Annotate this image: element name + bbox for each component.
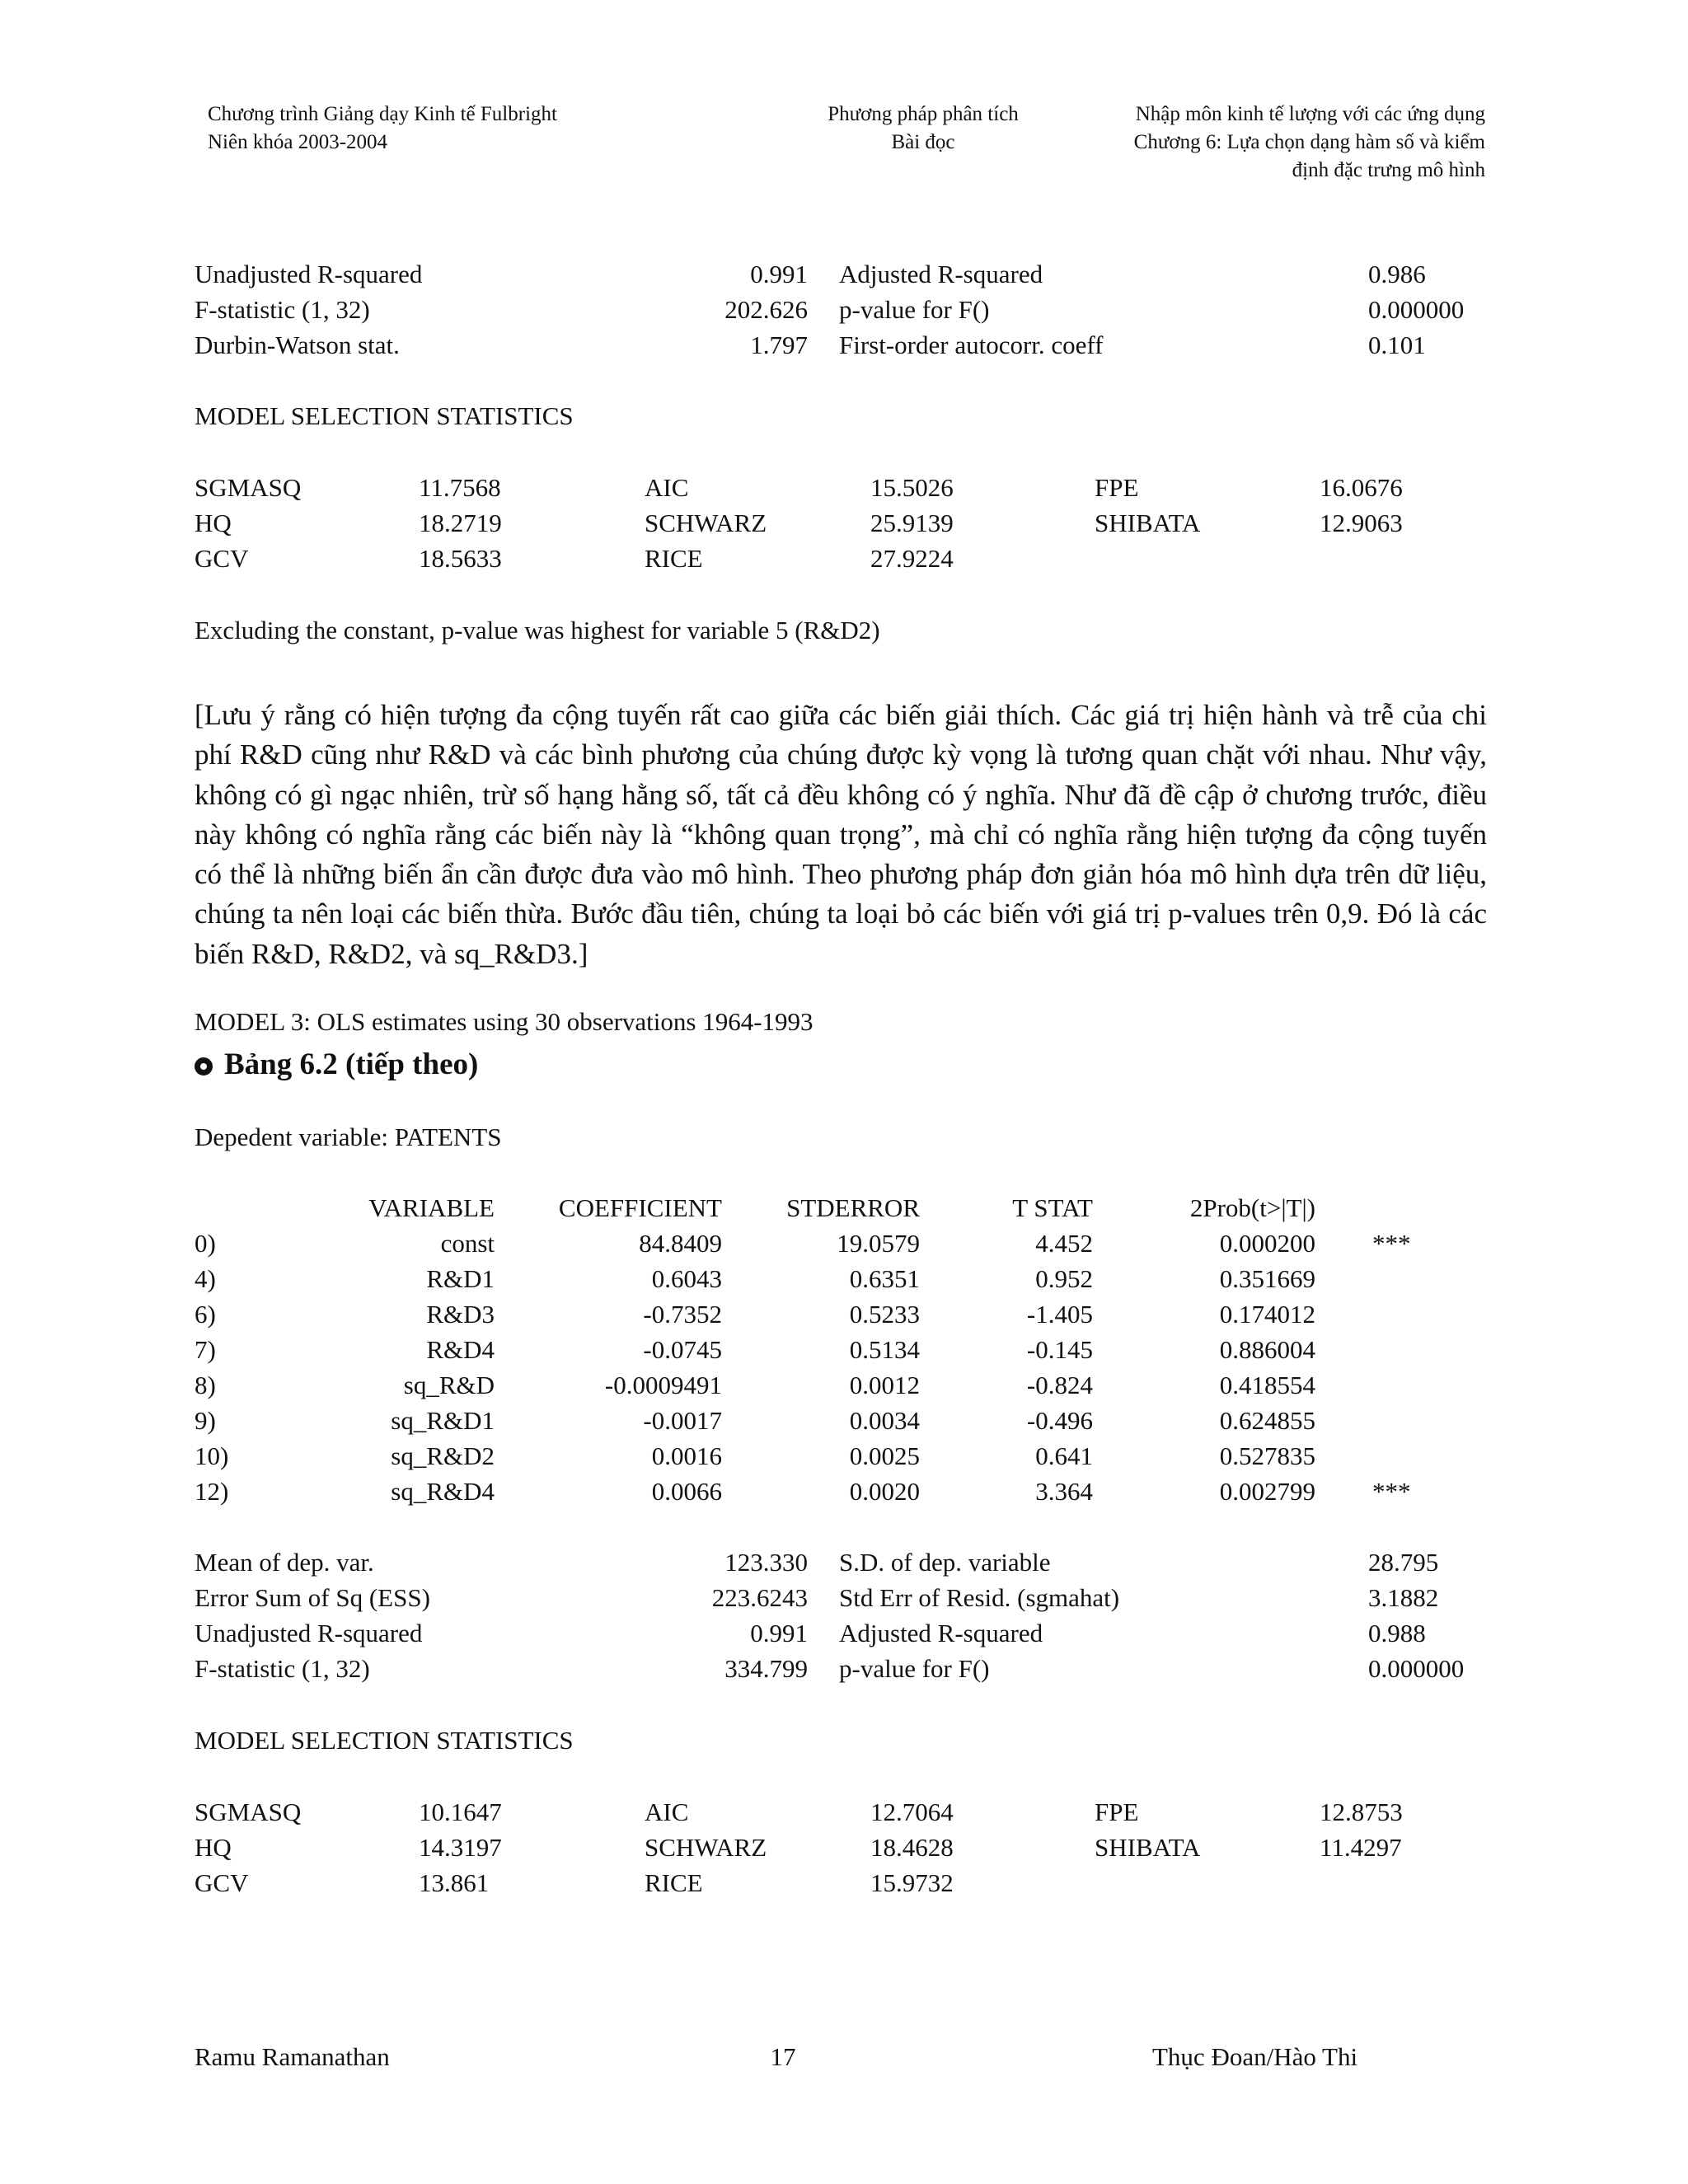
row-index: 8) [195,1371,216,1399]
row-stderror: 0.0034 [849,1406,920,1435]
row-variable: R&D1 [426,1264,495,1293]
row-tstat: -1.405 [1026,1300,1093,1329]
stat-label: p-value for F() [839,295,990,324]
stat-value: 27.9224 [870,544,954,573]
stat-label: Durbin-Watson stat. [195,330,400,359]
stat-value: 10.1647 [419,1797,502,1826]
header-chapter-cont: định đặc trưng mô hình [1292,159,1485,181]
row-coefficient: -0.0745 [643,1335,722,1364]
stat-value: 3.1882 [1368,1583,1439,1612]
row-variable: R&D4 [426,1335,495,1364]
stat-value: 25.9139 [870,509,954,537]
stat-label: Adjusted R-squared [839,260,1043,288]
footer-translators: Thục Đoan/Hào Thi [1152,2042,1358,2071]
row-tstat: 0.952 [1035,1264,1093,1293]
stat-name: GCV [195,1868,249,1897]
stat-label: F-statistic (1, 32) [195,1654,370,1683]
row-stderror: 0.0025 [849,1441,920,1470]
stat-label: Unadjusted R-squared [195,260,423,288]
stat-name: SHIBATA [1095,509,1201,537]
column-header: STDERROR [786,1193,920,1222]
row-variable: sq_R&D [403,1371,495,1399]
stat-label: First-order autocorr. coeff [839,330,1104,359]
stat-value: 0.000000 [1368,295,1465,324]
row-stderror: 0.5233 [849,1300,920,1329]
header-course: Phương pháp phân tích [828,103,1019,125]
stat-value: 0.986 [1368,260,1426,288]
model3-title: MODEL 3: OLS estimates using 30 observations 1964-1993 [195,1007,814,1036]
row-coefficient: 0.0066 [651,1477,722,1506]
stat-name: RICE [645,544,703,573]
row-stderror: 0.6351 [849,1264,920,1293]
stat-value: 0.101 [1368,330,1426,359]
stat-value: 14.3197 [419,1833,502,1862]
table-heading-text: Bảng 6.2 (tiếp theo) [224,1047,479,1081]
header-left [208,101,557,157]
section-title: MODEL SELECTION STATISTICS [195,1726,574,1755]
stat-label: Adjusted R-squared [839,1619,1043,1647]
stat-value: 334.799 [724,1654,808,1683]
table-heading [195,1047,478,1082]
stat-value: 28.795 [1368,1548,1439,1577]
column-header: COEFFICIENT [558,1193,722,1222]
row-variable: const [440,1229,495,1258]
stat-value: 11.4297 [1320,1833,1402,1862]
stat-label: S.D. of dep. variable [839,1548,1051,1577]
row-index: 9) [195,1406,216,1435]
excluding-note: Excluding the constant, p-value was highest for variable 5 (R&D2) [195,616,880,644]
row-stderror: 0.5134 [849,1335,920,1364]
stat-value: 18.4628 [870,1833,954,1862]
stat-name: SGMASQ [195,473,302,502]
header-book-title: Nhập môn kinh tế lượng với các ứng dụng [1135,103,1485,125]
header-year: Niên khóa 2003-2004 [208,131,388,153]
row-pvalue: 0.624855 [1219,1406,1315,1435]
stat-name: AIC [645,473,689,502]
bullet-icon [195,1057,213,1076]
stat-value: 18.5633 [419,544,502,573]
column-header: 2Prob(t>|T|) [1189,1193,1315,1222]
column-header: VARIABLE [368,1193,495,1222]
stat-label: p-value for F() [839,1654,990,1683]
stat-value: 12.9063 [1320,509,1403,537]
stat-name: SCHWARZ [645,509,767,537]
dependent-variable: Depedent variable: PATENTS [195,1122,502,1151]
stat-value: 0.991 [750,1619,808,1647]
stat-name: FPE [1095,473,1139,502]
row-index: 12) [195,1477,229,1506]
row-pvalue: 0.527835 [1219,1441,1315,1470]
stat-value: 1.797 [750,330,808,359]
row-tstat: 3.364 [1035,1477,1093,1506]
stat-value: 0.000000 [1368,1654,1465,1683]
stat-name: AIC [645,1797,689,1826]
header-reading: Bài đọc [891,131,955,153]
stat-name: GCV [195,544,249,573]
header-right [1022,101,1485,185]
row-coefficient: -0.7352 [643,1300,722,1329]
stat-value: 11.7568 [419,473,501,502]
row-variable: sq_R&D2 [391,1441,495,1470]
row-tstat: -0.145 [1026,1335,1093,1364]
stat-value: 0.988 [1368,1619,1426,1647]
row-variable: sq_R&D4 [391,1477,495,1506]
row-stderror: 0.0012 [849,1371,920,1399]
page-number: 17 [770,2042,796,2071]
stat-value: 16.0676 [1320,473,1403,502]
row-coefficient: 0.0016 [651,1441,722,1470]
row-coefficient: 84.8409 [639,1229,722,1258]
row-significance: *** [1372,1229,1411,1258]
stat-value: 15.9732 [870,1868,954,1897]
row-pvalue: 0.351669 [1219,1264,1315,1293]
stat-value: 0.991 [750,260,808,288]
stat-value: 12.7064 [870,1797,954,1826]
stat-label: Error Sum of Sq (ESS) [195,1583,430,1612]
row-pvalue: 0.174012 [1219,1300,1315,1329]
column-header: T STAT [1012,1193,1093,1222]
row-stderror: 19.0579 [837,1229,920,1258]
row-index: 6) [195,1300,216,1329]
stat-label: Unadjusted R-squared [195,1619,423,1647]
row-index: 10) [195,1441,229,1470]
row-stderror: 0.0020 [849,1477,920,1506]
footer-author: Ramu Ramanathan [195,2042,390,2071]
section-title: MODEL SELECTION STATISTICS [195,401,574,430]
row-tstat: 4.452 [1035,1229,1093,1258]
stat-value: 223.6243 [711,1583,808,1612]
row-significance: *** [1372,1477,1411,1506]
stat-value: 15.5026 [870,473,954,502]
row-pvalue: 0.886004 [1219,1335,1315,1364]
stat-value: 18.2719 [419,509,502,537]
stat-value: 202.626 [724,295,808,324]
header-program: Chương trình Giảng dạy Kinh tế Fulbright [208,103,557,125]
stat-name: HQ [195,1833,232,1862]
stat-name: HQ [195,509,232,537]
row-pvalue: 0.418554 [1219,1371,1315,1399]
row-coefficient: 0.6043 [651,1264,722,1293]
stat-value: 123.330 [724,1548,808,1577]
stat-value: 13.861 [419,1868,490,1897]
row-coefficient: -0.0017 [643,1406,722,1435]
stat-label: Std Err of Resid. (sgmahat) [839,1583,1120,1612]
stat-name: RICE [645,1868,703,1897]
row-variable: sq_R&D1 [391,1406,495,1435]
row-index: 0) [195,1229,216,1258]
row-tstat: -0.496 [1026,1406,1093,1435]
stat-value: 12.8753 [1320,1797,1403,1826]
stat-label: F-statistic (1, 32) [195,295,370,324]
row-variable: R&D3 [426,1300,495,1329]
stat-name: FPE [1095,1797,1139,1826]
row-pvalue: 0.002799 [1219,1477,1315,1506]
row-index: 7) [195,1335,216,1364]
stat-label: Mean of dep. var. [195,1548,374,1577]
row-index: 4) [195,1264,216,1293]
stat-name: SHIBATA [1095,1833,1201,1862]
row-tstat: -0.824 [1026,1371,1093,1399]
row-pvalue: 0.000200 [1219,1229,1315,1258]
header-chapter: Chương 6: Lựa chọn dạng hàm số và kiểm [1133,131,1485,153]
row-coefficient: -0.0009491 [604,1371,722,1399]
commentary-paragraph: [Lưu ý rằng có hiện tượng đa cộng tuyến rất cao giữa các biến giải thích. Các giá trị hiện hành và trễ của chi phí R&D cũng như R&D và các bình phương của chúng được kỳ vọng là tương quan chặt với nhau. Như vậy, không có gì ngạc nhiên, trừ số hạng hằng số, tất cả đều không có ý nghĩa. Như đã đề cập ở chương trước, điều này không có nghĩa rằng các biến này là “không quan trọng”, mà chỉ có nghĩa rằng hiện tượng đa cộng tuyến có thể là những biến ẩn cần được đưa vào mô hình. Theo phương pháp đơn giản hóa mô hình dựa trên dữ liệu, chúng ta nên loại các biến thừa. Bước đầu tiên, chúng ta loại bỏ các biến với giá trị p-values trên 0,9. Đó là các biến R&D, R&D2, và sq_R&D3.] [195,699,1487,970]
stat-name: SCHWARZ [645,1833,767,1862]
row-tstat: 0.641 [1035,1441,1093,1470]
stat-name: SGMASQ [195,1797,302,1826]
